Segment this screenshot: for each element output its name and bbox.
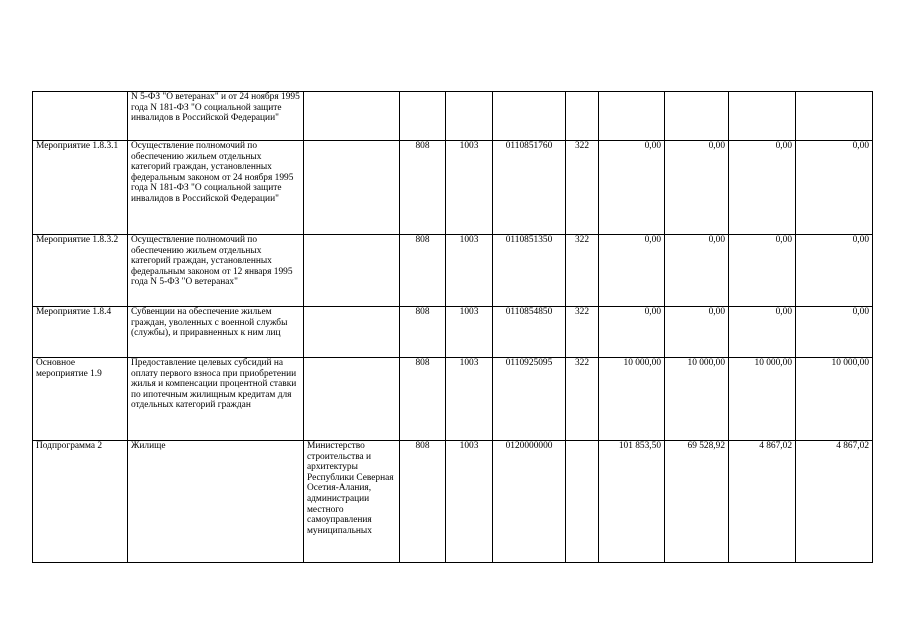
csr-cell-text: 0120000000 xyxy=(505,441,553,451)
rzpr-cell-text: 1003 xyxy=(459,307,479,317)
csr-cell xyxy=(493,358,566,441)
grbs-cell xyxy=(400,235,446,307)
csr-cell-text: 0110925095 xyxy=(505,358,553,368)
name-cell xyxy=(128,141,304,235)
year4-cell-text: 0,00 xyxy=(852,235,869,245)
year2-cell-text: 0,00 xyxy=(708,235,725,245)
name-cell-text: N 5-ФЗ "О ветеранах" и от 24 ноября 1995 года N 181-ФЗ "О социальной защите инвалидов в Российской Федерации" xyxy=(131,92,300,124)
table-row xyxy=(33,307,873,358)
status-cell xyxy=(33,141,128,235)
status-cell xyxy=(33,235,128,307)
name-cell-text: Субвенции на обеспечение жильем граждан, уволенных с военной службы (службы), и приравненных к ним лиц xyxy=(131,307,288,339)
executor-cell xyxy=(304,92,400,141)
table-row xyxy=(33,141,873,235)
vr-cell xyxy=(566,92,599,141)
year4-cell xyxy=(796,141,873,235)
name-cell xyxy=(128,358,304,441)
year1-cell xyxy=(599,92,665,141)
table-row xyxy=(33,358,873,441)
executor-cell xyxy=(304,358,400,441)
status-cell-text: Основное мероприятие 1.9 xyxy=(36,358,102,379)
grbs-cell xyxy=(400,358,446,441)
vr-cell xyxy=(566,235,599,307)
csr-cell-text: 0110851350 xyxy=(505,235,553,245)
vr-cell-text: 322 xyxy=(574,358,590,368)
name-cell-text: Жилище xyxy=(131,441,166,451)
year3-cell-text: 0,00 xyxy=(775,141,792,151)
year2-cell xyxy=(665,141,729,235)
vr-cell-text: 322 xyxy=(574,141,590,151)
csr-cell xyxy=(493,441,566,563)
year3-cell-text: 0,00 xyxy=(775,235,792,245)
rzpr-cell xyxy=(446,358,493,441)
year4-cell xyxy=(796,441,873,563)
executor-cell xyxy=(304,307,400,358)
year4-cell xyxy=(796,358,873,441)
year2-cell xyxy=(665,235,729,307)
name-cell-text: Осуществление полномочий по обеспечению жильем отдельных категорий граждан, установленных федеральным законом от 24 ноября 1995 года N 181-ФЗ "О социальной защите инвалидов в Российской Федерации" xyxy=(131,141,294,204)
year3-cell xyxy=(729,307,796,358)
year1-cell-text: 0,00 xyxy=(644,141,661,151)
name-cell-text: Предоставление целевых субсидий на оплату первого взноса при приобретении жилья и компенсации процентной ставки по ипотечным жилищным кредитам для отдельных категорий граждан xyxy=(131,358,297,411)
year3-cell-text: 0,00 xyxy=(775,307,792,317)
year4-cell-text: 0,00 xyxy=(852,141,869,151)
rzpr-cell xyxy=(446,141,493,235)
grbs-cell xyxy=(400,441,446,563)
status-cell xyxy=(33,441,128,563)
grbs-cell-text: 808 xyxy=(415,358,430,368)
year3-cell-text: 10 000,00 xyxy=(754,358,792,368)
year3-cell xyxy=(729,441,796,563)
year2-cell-text: 69 528,92 xyxy=(687,441,725,451)
status-cell xyxy=(33,307,128,358)
rzpr-cell-text: 1003 xyxy=(459,235,479,245)
executor-cell xyxy=(304,235,400,307)
status-cell xyxy=(33,92,128,141)
csr-cell-text: 0110854850 xyxy=(505,307,553,317)
year4-cell xyxy=(796,92,873,141)
executor-cell-text: Министерство строительства и архитектуры Республики Северная Осетия-Алания, администрации местного самоуправления муниципальных xyxy=(307,441,394,536)
year2-cell xyxy=(665,92,729,141)
table-row xyxy=(33,235,873,307)
year2-cell xyxy=(665,441,729,563)
year1-cell xyxy=(599,141,665,235)
grbs-cell xyxy=(400,141,446,235)
grbs-cell-text: 808 xyxy=(415,441,430,451)
rzpr-cell-text: 1003 xyxy=(459,141,479,151)
vr-cell xyxy=(566,358,599,441)
executor-cell xyxy=(304,441,400,563)
name-cell xyxy=(128,92,304,141)
year2-cell-text: 0,00 xyxy=(708,141,725,151)
year2-cell-text: 0,00 xyxy=(708,307,725,317)
year2-cell xyxy=(665,358,729,441)
rzpr-cell xyxy=(446,307,493,358)
year1-cell xyxy=(599,358,665,441)
vr-cell xyxy=(566,441,599,563)
year1-cell-text: 0,00 xyxy=(644,235,661,245)
year1-cell xyxy=(599,441,665,563)
grbs-cell-text: 808 xyxy=(415,141,430,151)
year2-cell xyxy=(665,307,729,358)
status-cell-text: Мероприятие 1.8.4 xyxy=(36,307,112,317)
csr-cell-text: 0110851760 xyxy=(505,141,553,151)
year1-cell-text: 10 000,00 xyxy=(623,358,661,368)
year1-cell-text: 0,00 xyxy=(644,307,661,317)
rzpr-cell xyxy=(446,92,493,141)
executor-cell xyxy=(304,141,400,235)
csr-cell xyxy=(493,92,566,141)
vr-cell-text: 322 xyxy=(574,235,590,245)
year4-cell xyxy=(796,235,873,307)
rzpr-cell xyxy=(446,441,493,563)
year3-cell xyxy=(729,358,796,441)
year1-cell xyxy=(599,235,665,307)
table-row xyxy=(33,441,873,563)
vr-cell-text: 322 xyxy=(574,307,590,317)
year4-cell-text: 10 000,00 xyxy=(831,358,869,368)
name-cell xyxy=(128,235,304,307)
vr-cell xyxy=(566,307,599,358)
year4-cell xyxy=(796,307,873,358)
grbs-cell xyxy=(400,307,446,358)
grbs-cell xyxy=(400,92,446,141)
year3-cell xyxy=(729,92,796,141)
year3-cell xyxy=(729,141,796,235)
grbs-cell-text: 808 xyxy=(415,235,430,245)
year1-cell-text: 101 853,50 xyxy=(618,441,661,451)
grbs-cell-text: 808 xyxy=(415,307,430,317)
status-cell-text: Подпрограмма 2 xyxy=(36,441,103,451)
vr-cell xyxy=(566,141,599,235)
rzpr-cell-text: 1003 xyxy=(459,441,479,451)
year4-cell-text: 4 867,02 xyxy=(836,441,869,451)
rzpr-cell xyxy=(446,235,493,307)
status-cell-text: Мероприятие 1.8.3.1 xyxy=(36,141,119,151)
name-cell xyxy=(128,441,304,563)
table-row xyxy=(33,92,873,141)
csr-cell xyxy=(493,307,566,358)
name-cell-text: Осуществление полномочий по обеспечению жильем отдельных категорий граждан, установленных федеральным законом от 12 января 1995 года N 5-ФЗ "О ветеранах" xyxy=(131,235,293,288)
rzpr-cell-text: 1003 xyxy=(459,358,479,368)
csr-cell xyxy=(493,141,566,235)
budget-table xyxy=(32,91,873,563)
year3-cell-text: 4 867,02 xyxy=(759,441,792,451)
name-cell xyxy=(128,307,304,358)
year2-cell-text: 10 000,00 xyxy=(687,358,725,368)
csr-cell xyxy=(493,235,566,307)
year1-cell xyxy=(599,307,665,358)
year4-cell-text: 0,00 xyxy=(852,307,869,317)
status-cell-text: Мероприятие 1.8.3.2 xyxy=(36,235,119,245)
year3-cell xyxy=(729,235,796,307)
status-cell xyxy=(33,358,128,441)
